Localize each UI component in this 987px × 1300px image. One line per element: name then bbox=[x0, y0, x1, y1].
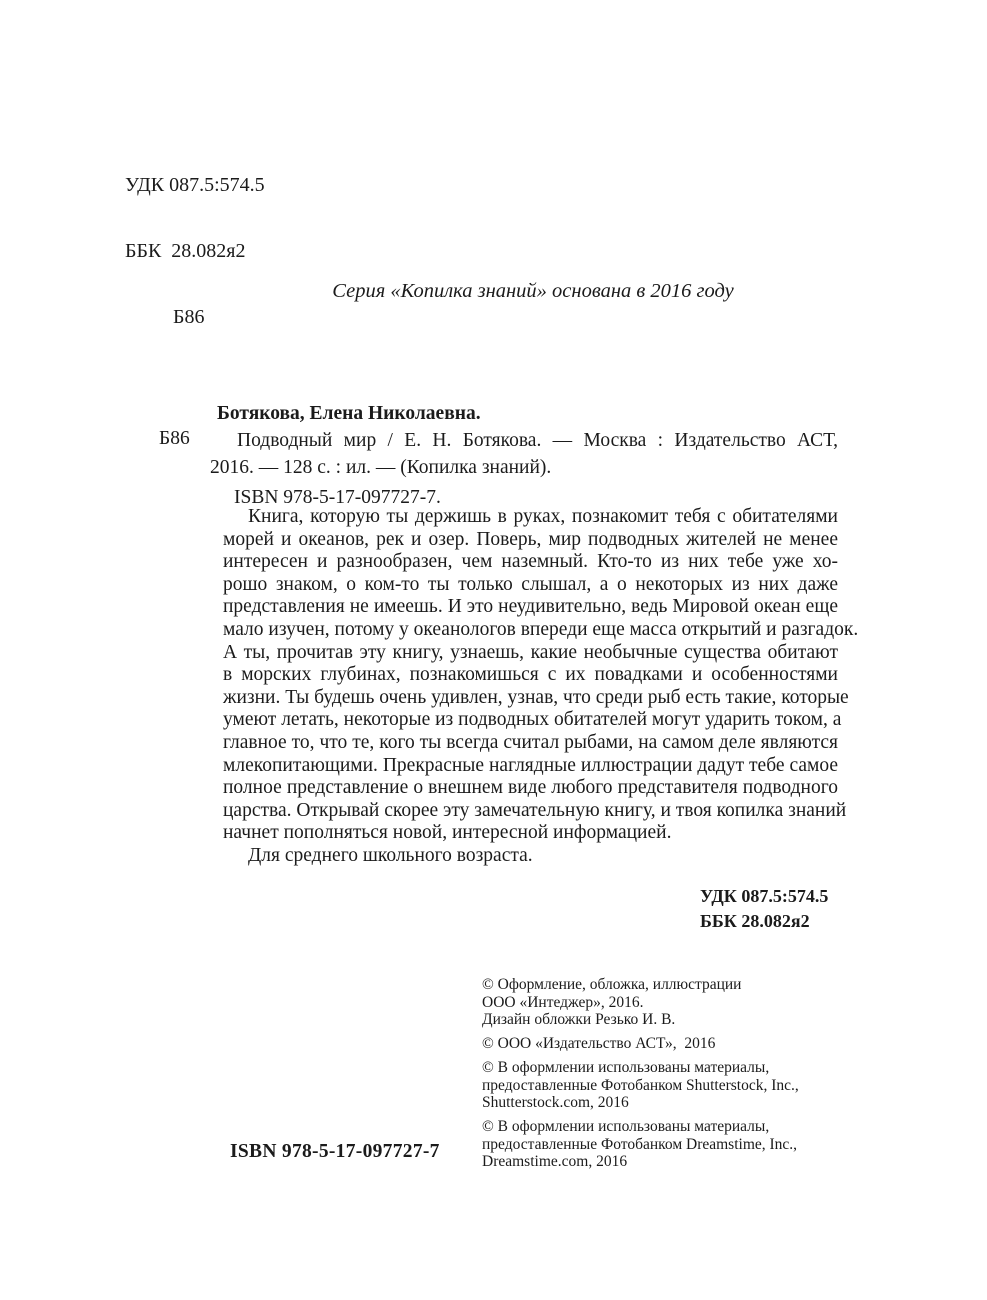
udk-number-footer: УДК 087.5:574.5 bbox=[700, 886, 829, 906]
top-classification-block bbox=[125, 130, 265, 372]
footer-classification-block bbox=[700, 884, 828, 934]
annotation-line: интересен и разнообразен, чем наземный. Кто-то из них тебе уже хо- bbox=[223, 551, 838, 573]
copyright-line: © В оформлении использованы материалы, bbox=[482, 1117, 770, 1135]
copyright-line: © ООО «Издательство АСТ», 2016 bbox=[482, 1035, 716, 1053]
copyright-line: Дизайн обложки Резько И. В. bbox=[482, 1011, 676, 1029]
annotation-block bbox=[223, 506, 859, 868]
annotation-line: умеют летать, некоторые из подводных обитателей могут ударить током, а bbox=[223, 709, 842, 731]
annotation-line: рошо знаком, о ком-то ты только слышал, а о некоторых из них даже bbox=[223, 573, 838, 595]
card-margin-code: Б86 bbox=[159, 428, 190, 449]
annotation-line: морей и океанов, рек и озер. Поверь, мир подводных жителей не менее bbox=[223, 528, 838, 550]
annotation-line: жизни. Ты будешь очень удивлен, узнав, что среди рыб есть такие, которые bbox=[223, 686, 849, 708]
annotation-line: главное то, что те, кого ты всегда считал рыбами, на самом деле являются bbox=[223, 731, 838, 753]
copyright-line: Dreamstime.com, 2016 bbox=[482, 1153, 628, 1171]
annotation-line: мало изучен, потому у океанологов впереди еще масса открытий и разгадок. bbox=[223, 618, 859, 640]
udk-number: УДК 087.5:574.5 bbox=[125, 174, 265, 196]
bbk-number-footer: ББК 28.082я2 bbox=[700, 911, 810, 931]
annotation-line: царства. Открывай скорее эту замечательную книгу, и твоя копилка знаний bbox=[223, 799, 847, 821]
annotation-line: представления не имеешь. И это неудивительно, ведь Мировой океан еще bbox=[223, 596, 838, 618]
card-title-line-1: Подводный мир / Е. Н. Ботякова. — Москва : Издательство АСТ, bbox=[237, 430, 838, 451]
catalog-card bbox=[210, 400, 838, 511]
copyright-line: Shutterstock.com, 2016 bbox=[482, 1094, 629, 1112]
annotation-line: начнет пополняться новой, интересной информацией. bbox=[223, 822, 672, 844]
annotation-line: полное представление о внешнем виде любого представителя подводного bbox=[223, 777, 838, 799]
card-author: Ботякова, Елена Николаевна. bbox=[217, 403, 481, 424]
annotation-line: Книга, которую ты держишь в руках, познакомит тебя с обитателями bbox=[248, 506, 838, 527]
annotation-line: млекопитающими. Прекрасные наглядные иллюстрации дадут тебе самое bbox=[223, 754, 838, 776]
copyright-line: предоставленные Фотобанком Dreamstime, Inc., bbox=[482, 1135, 798, 1153]
copyright-group bbox=[482, 1059, 872, 1112]
copyright-group bbox=[482, 1035, 872, 1053]
copyright-group bbox=[482, 976, 872, 1029]
author-sign-code: Б86 bbox=[173, 306, 205, 328]
isbn-footer: ISBN 978-5-17-097727-7 bbox=[230, 1141, 440, 1162]
copyright-line: предоставленные Фотобанком Shutterstock, Inc., bbox=[482, 1076, 799, 1094]
copyright-line: © В оформлении использованы материалы, bbox=[482, 1058, 770, 1076]
copyright-line: © Оформление, обложка, иллюстрации bbox=[482, 976, 742, 993]
annotation-audience: Для среднего школьного возраста. bbox=[248, 844, 533, 866]
copyright-group bbox=[482, 1118, 872, 1171]
series-note: Серия «Копилка знаний» основана в 2016 году bbox=[332, 280, 734, 302]
bbk-number: ББК 28.082я2 bbox=[125, 240, 246, 262]
annotation-line: А ты, прочитав эту книгу, узнаешь, какие необычные существа обитают bbox=[223, 641, 838, 663]
card-title-line-2: 2016. — 128 с. : ил. — (Копилка знаний). bbox=[210, 457, 552, 478]
annotation-line: в морских глубинах, познакомишься с их повадками и особенностями bbox=[223, 664, 838, 686]
copyright-line: ООО «Интеджер», 2016. bbox=[482, 993, 644, 1011]
card-isbn: ISBN 978-5-17-097727-7. bbox=[234, 487, 441, 508]
copyright-block bbox=[482, 976, 872, 1177]
